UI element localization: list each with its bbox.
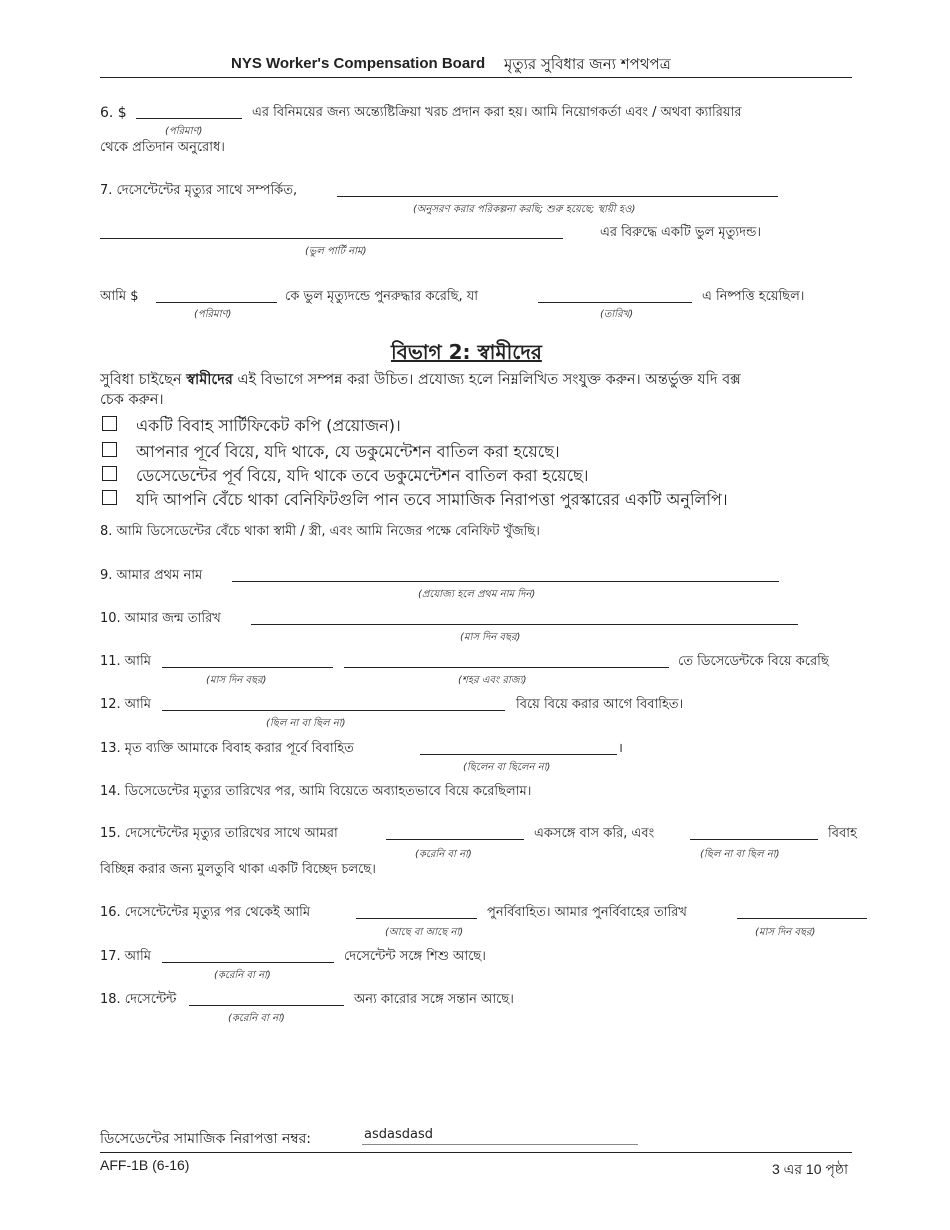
q15-field-b[interactable] xyxy=(690,839,818,840)
q17-hint: (করেনি বা না) xyxy=(214,970,271,981)
checkbox-own-prior-marriage[interactable] xyxy=(102,442,117,457)
q7-recover-amount-field[interactable] xyxy=(156,302,277,303)
q15-text: 15. দেসেন্টেন্টের মৃত্যুর তারিখের সাথে আমরা xyxy=(100,826,338,841)
q12-hint: (ছিল না বা ছিল না) xyxy=(266,718,346,729)
q17-text: 17. আমি xyxy=(100,949,151,964)
q13-hint: (ছিলেন বা ছিলেন না) xyxy=(463,762,551,773)
section2-intro-b: এই বিভাগে সম্পন্ন করা উচিত। প্রযোজ্য হলে নিম্নলিখিত সংযুক্ত করুন। অন্তর্ভুক্ত যদি বক্স xyxy=(237,372,741,388)
q7-party-field[interactable] xyxy=(100,238,563,239)
section2-intro-bold: স্বামীদের xyxy=(186,372,233,388)
q11-suffix: তে ডিসেডেন্টকে বিয়ে করেছি xyxy=(678,654,829,669)
q16-remarriage-date-field[interactable] xyxy=(737,918,867,919)
q7-action-hint: (অনুসরণ করার পরিকল্পনা করছি; শুরু হয়েছে; স্থায়ী হও) xyxy=(413,204,636,215)
q13-suffix: । xyxy=(618,741,623,756)
q16-text: 16. দেসেন্টেন্টের মৃত্যুর পর থেকেই আমি xyxy=(100,905,311,920)
checkbox-marriage-certificate[interactable] xyxy=(102,416,117,431)
checkbox-decedent-prior-marriage[interactable] xyxy=(102,466,117,481)
checklist-item-2: আপনার পূর্বে বিয়ে, যদি থাকে, যে ডকুমেন্টেশন বাতিল করা হয়েছে। xyxy=(136,442,560,461)
q18-hint: (করেনি বা না) xyxy=(228,1013,285,1024)
q11-place-hint: (শহর এবং রাজ্য) xyxy=(458,675,527,686)
q11-date-hint: (মাস দিন বছর) xyxy=(206,675,267,686)
section2-intro xyxy=(100,370,741,390)
q12-field[interactable] xyxy=(162,710,505,711)
q17-field[interactable] xyxy=(162,962,334,963)
q11-text: 11. আমি xyxy=(100,654,151,669)
q10-birth-date-field[interactable] xyxy=(251,624,798,625)
q15-field-a[interactable] xyxy=(386,839,524,840)
q9-first-name-field[interactable] xyxy=(232,581,779,582)
header-title: মৃত্যুর সুবিধার জন্য শপথপত্র xyxy=(504,55,671,73)
q7-recover-suffix: এ নিষ্পত্তি হয়েছিল। xyxy=(702,289,805,304)
section2-title: বিভাগ 2: স্বামীদের xyxy=(391,340,542,364)
q17-suffix: দেসেন্টেন্ট সঙ্গে শিশু আছে। xyxy=(344,949,486,964)
page-number: 3 এর 10 পৃষ্ঠা xyxy=(772,1161,849,1177)
q18-text: 18. দেসেন্টেন্ট xyxy=(100,992,177,1007)
q12-text: 12. আমি xyxy=(100,697,151,712)
q13-text: 13. মৃত ব্যক্তি আমাকে বিবাহ করার পূর্বে বিবাহিত xyxy=(100,741,354,756)
q16-hint-b: (মাস দিন বছর) xyxy=(755,927,816,938)
checklist-item-1: একটি বিবাহ সার্টিফিকেট কপি (প্রয়োজন)। xyxy=(136,416,401,435)
q9-text: 9. আমার প্রথম নাম xyxy=(100,568,203,583)
q10-text: 10. আমার জন্ম তারিখ xyxy=(100,611,221,626)
q18-field[interactable] xyxy=(189,1005,344,1006)
q6-number: 6. $ xyxy=(100,105,127,121)
q7-recover-amount-hint: (পরিমাণ) xyxy=(194,309,232,320)
q6-amount-hint: (পরিমাণ) xyxy=(165,126,203,137)
q15-hint-a: (করেনি বা না) xyxy=(415,849,472,860)
ssn-label: ডিসেডেন্টের সামাজিক নিরাপত্তা নম্বর: xyxy=(100,1131,311,1147)
q11-marriage-place-field[interactable] xyxy=(344,667,669,668)
q9-hint: (প্রযোজ্য হলে প্রথম নাম দিন) xyxy=(418,589,536,600)
header-org: NYS Worker's Compensation Board xyxy=(231,55,486,72)
q15-suffix: বিবাহ xyxy=(828,826,857,841)
q15-text-cont: বিচ্ছিন্ন করার জন্য মুলতুবি থাকা একটি বিচ্ছেদ চলছে। xyxy=(100,862,376,877)
checkbox-social-security-award[interactable] xyxy=(102,490,117,505)
q7-text: 7. দেসেন্টেন্টের মৃত্যুর সাথে সম্পর্কিত, xyxy=(100,183,298,198)
ssn-input[interactable] xyxy=(362,1124,638,1145)
q8-text: 8. আমি ডিসেডেন্টের বেঁচে থাকা স্বামী / স্ত্রী, এবং আমি নিজের পক্ষে বেনিফিট খুঁজছি। xyxy=(100,524,540,539)
q7-recover-prefix: আমি $ xyxy=(100,289,139,304)
q15-hint-b: (ছিল না বা ছিল না) xyxy=(700,849,780,860)
q11-marriage-date-field[interactable] xyxy=(162,667,333,668)
checklist-item-4: যদি আপনি বেঁচে থাকা বেনিফিটগুলি পান তবে সামাজিক নিরাপত্তা পুরস্কারের একটি অনুলিপি। xyxy=(136,490,728,509)
q14-text: 14. ডিসেডেন্টের মৃত্যুর তারিখের পর, আমি বিয়েতে অব্যাহতভাবে বিয়ে করেছিলাম। xyxy=(100,784,532,799)
q6-amount-field[interactable] xyxy=(136,118,242,119)
q12-suffix: বিয়ে বিয়ে করার আগে বিবাহিত। xyxy=(516,697,684,712)
section2-intro-a: সুবিধা চাইছেন xyxy=(100,372,182,388)
form-id: AFF-1B (6-16) xyxy=(100,1157,190,1173)
section2-intro-cont: চেক করুন। xyxy=(100,392,164,408)
q18-suffix: অন্য কারোর সঙ্গে সন্তান আছে। xyxy=(354,992,514,1007)
q15-mid: একসঙ্গে বাস করি, এবং xyxy=(534,826,655,841)
checklist-item-3: ডেসেডেন্টের পূর্ব বিয়ে, যদি থাকে তবে ডকুমেন্টেশন বাতিল করা হয়েছে। xyxy=(136,466,589,485)
q16-field-a[interactable] xyxy=(356,918,477,919)
q16-mid: পুনর্বিবাহিত। আমার পুনর্বিবাহের তারিখ xyxy=(487,905,687,920)
header-rule xyxy=(100,77,852,78)
q10-hint: (মাস দিন বছর) xyxy=(460,632,521,643)
q7-against-text: এর বিরুদ্ধে একটি ভুল মৃত্যুদন্ড। xyxy=(600,225,762,240)
q6-text: এর বিনিময়ের জন্য অন্ত্যেষ্টিক্রিয়া খরচ প্রদান করা হয়। আমি নিয়োগকর্তা এবং / অথবা ক্যারিয়ার xyxy=(252,105,742,120)
q7-recover-date-field[interactable] xyxy=(538,302,692,303)
q13-field[interactable] xyxy=(420,754,617,755)
q7-recover-date-hint: (তারিখ) xyxy=(600,309,634,320)
footer-rule xyxy=(100,1152,852,1153)
q7-recover-mid: কে ভুল মৃত্যুদন্ডে পুনরুদ্ধার করেছি, যা xyxy=(285,289,479,304)
q7-action-field[interactable] xyxy=(337,196,778,197)
q16-hint-a: (আছে বা আছে না) xyxy=(385,927,464,938)
q7-party-hint: (ভুল পার্টি নাম) xyxy=(305,246,367,257)
q6-text-cont: থেকে প্রতিদান অনুরোধ। xyxy=(100,140,225,155)
